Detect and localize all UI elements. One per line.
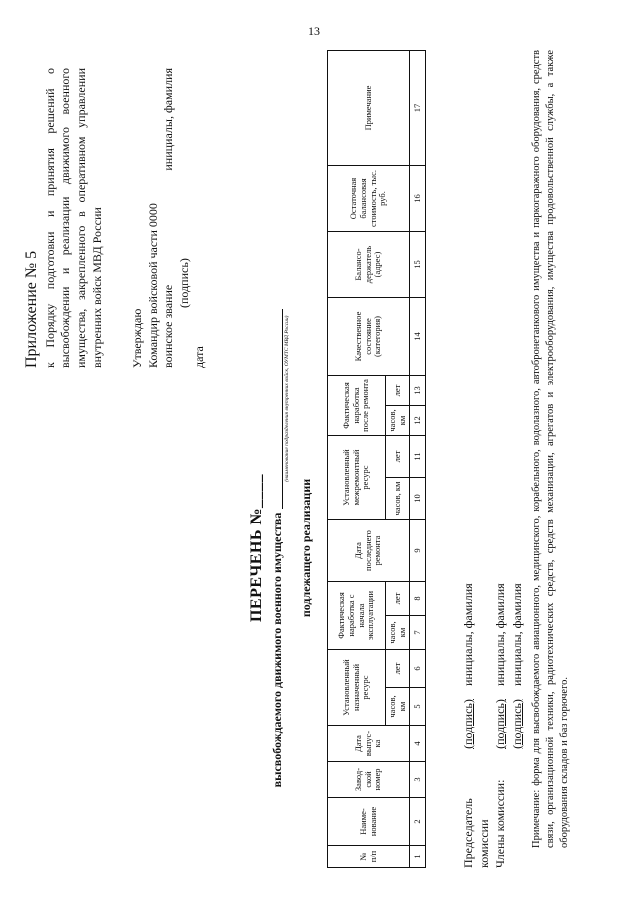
members-label: Члены комиссии: bbox=[493, 779, 508, 868]
signature-placeholder: (подпись) bbox=[461, 699, 475, 749]
approval-line-2: Командир войсковой части 0000 bbox=[145, 203, 160, 368]
column-number: 15 bbox=[410, 232, 426, 298]
th-quality: Качественное состояние (категория) bbox=[328, 298, 410, 376]
column-number: 16 bbox=[410, 166, 426, 232]
subtitle-line bbox=[270, 268, 290, 828]
th-interrepair-resource: Установленный межремонтный ресурс bbox=[328, 436, 386, 520]
th-years: лет bbox=[386, 376, 410, 406]
commission-member-row bbox=[509, 548, 525, 868]
th-actual-since-start: Фактическая наработка с начала эксплуатации bbox=[328, 582, 386, 650]
document-title: ПЕРЕЧЕНЬ №____ bbox=[248, 473, 265, 623]
column-number: 9 bbox=[410, 520, 426, 582]
page-number: 13 bbox=[308, 24, 320, 38]
column-number: 3 bbox=[410, 762, 426, 798]
column-number: 13 bbox=[410, 376, 426, 406]
th-last-repair-date: Дата последнего ремонта bbox=[328, 520, 410, 582]
th-number: № п/п bbox=[328, 846, 410, 868]
column-number: 7 bbox=[410, 616, 426, 650]
commission-chair-row bbox=[460, 548, 492, 868]
initials-placeholder: инициалы, фамилия bbox=[461, 583, 475, 686]
th-note: Примечание bbox=[328, 51, 410, 166]
column-number: 8 bbox=[410, 582, 426, 616]
column-number: 14 bbox=[410, 298, 426, 376]
th-years: лет bbox=[386, 582, 410, 616]
commission-member-row bbox=[492, 548, 508, 868]
approval-signature: (подпись) bbox=[176, 258, 191, 308]
th-hours: часов, км bbox=[386, 478, 410, 520]
title-block bbox=[248, 268, 314, 828]
th-hours: часов, км bbox=[386, 616, 410, 650]
approval-initials: инициалы, фамилия bbox=[161, 68, 176, 171]
unit-hint: (наименование подразделения внутренних войск, ОУМТС МВД России) bbox=[284, 315, 290, 482]
document-subtitle: высвобождаемого движимого военного имущества bbox=[270, 512, 284, 788]
column-number: 5 bbox=[410, 688, 426, 726]
approval-date: дата bbox=[192, 346, 207, 368]
th-years: лет bbox=[386, 650, 410, 688]
initials-placeholder: инициалы, фамилия bbox=[509, 583, 524, 686]
column-number: 12 bbox=[410, 406, 426, 436]
signature-placeholder: (подпись) bbox=[509, 699, 524, 749]
chair-label: Председатель комиссии bbox=[461, 798, 492, 868]
column-number: 2 bbox=[410, 798, 426, 846]
to-sell-caption: подлежащего реализации bbox=[299, 478, 313, 618]
column-number: 17 bbox=[410, 51, 426, 166]
column-number: 10 bbox=[410, 478, 426, 520]
approval-rank: воинское звание bbox=[161, 284, 176, 368]
property-table bbox=[327, 50, 426, 868]
column-number: 1 bbox=[410, 846, 426, 868]
members-label-spacer bbox=[509, 756, 525, 868]
unit-blank-line bbox=[270, 309, 290, 509]
th-balance-holder: Балансо-держатель (адрес) bbox=[328, 232, 410, 298]
column-number: 6 bbox=[410, 650, 426, 688]
appendix-title: Приложение № 5 bbox=[23, 250, 40, 368]
approval-rank-row bbox=[161, 68, 177, 368]
column-number: 4 bbox=[410, 726, 426, 762]
th-factory-number: Завод-ской номер bbox=[328, 762, 410, 798]
approval-line-1: Утверждаю bbox=[130, 308, 144, 368]
appendix-block bbox=[22, 68, 105, 368]
th-actual-after-repair: Фактическая наработка после ремонта bbox=[328, 376, 386, 436]
footnote: Примечание: форма для высвобождаемого авиационного, медицинского, корабельного, водолазного, автобронетанкового имущества и паркогаражного оборудования, средств связи, организационной техники, радиотехнических средств, средств механизации, агрегатов и электрооборудования, имущества продовольственной службы, а также оборудования складов и баз горючего. bbox=[531, 50, 570, 848]
th-hours: часов, км bbox=[386, 688, 410, 726]
th-residual-value: Остаточная балансовая стоимость, тыс. руб. bbox=[328, 166, 410, 232]
th-hours: часов, км bbox=[386, 406, 410, 436]
appendix-text: к Порядку подготовки и принятия решений о высвобождении и реализации движимого военного имущества, закрепленного в оперативном управлении внутренних войск МВД России bbox=[42, 68, 104, 368]
signature-placeholder: (подпись) bbox=[493, 699, 508, 749]
th-assigned-resource: Установленный назначенный ресурс bbox=[328, 650, 386, 726]
rotated-document bbox=[22, 48, 612, 868]
commission-block bbox=[460, 548, 525, 868]
th-years: лет bbox=[386, 436, 410, 478]
th-release-date: Дата выпус-ка bbox=[328, 726, 410, 762]
initials-placeholder: инициалы, фамилия bbox=[493, 583, 508, 686]
th-name: Наиме-нование bbox=[328, 798, 410, 846]
approval-block bbox=[130, 68, 208, 368]
column-number: 11 bbox=[410, 436, 426, 478]
